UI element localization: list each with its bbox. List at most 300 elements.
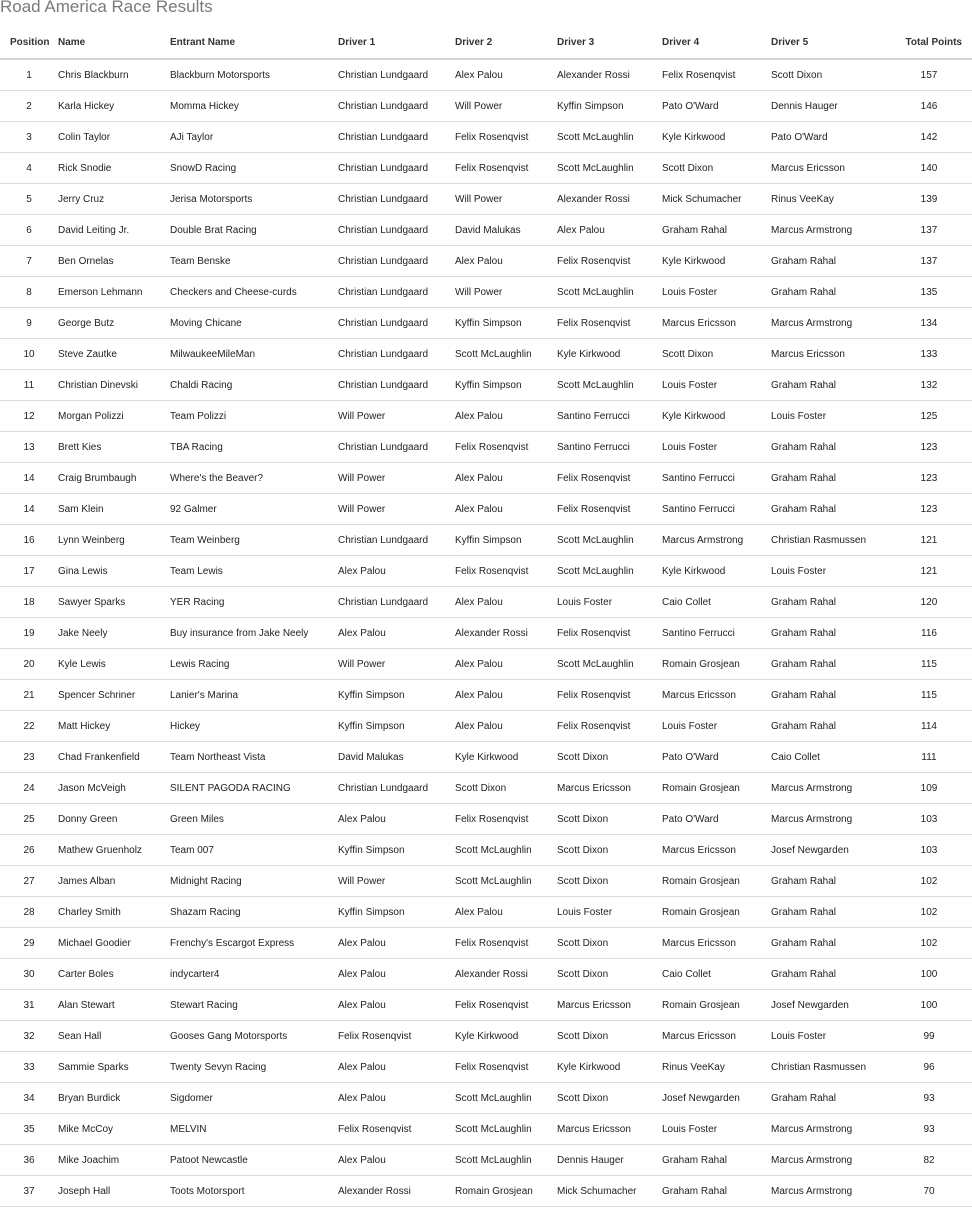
cell-position: 32 (0, 1021, 58, 1052)
cell-driver-4: Santino Ferrucci (662, 494, 771, 525)
cell-driver-1: Will Power (338, 463, 455, 494)
cell-driver-3: Kyle Kirkwood (557, 1052, 662, 1083)
cell-driver-2: Felix Rosenqvist (455, 1052, 557, 1083)
cell-position: 29 (0, 928, 58, 959)
cell-driver-1: Alex Palou (338, 1052, 455, 1083)
column-header-total-points[interactable]: Total Points (886, 27, 972, 59)
cell-total-points: 142 (886, 122, 972, 153)
cell-driver-4: Kyle Kirkwood (662, 122, 771, 153)
cell-entrant-name: Twenty Sevyn Racing (170, 1052, 338, 1083)
cell-driver-4: Marcus Ericsson (662, 1021, 771, 1052)
cell-total-points: 100 (886, 959, 972, 990)
cell-total-points: 121 (886, 556, 972, 587)
cell-entrant-name: Checkers and Cheese-curds (170, 277, 338, 308)
cell-driver-4: Scott Dixon (662, 153, 771, 184)
cell-name: Lynn Weinberg (58, 525, 170, 556)
cell-driver-3: Felix Rosenqvist (557, 711, 662, 742)
table-row (0, 835, 972, 866)
cell-name: Emerson Lehmann (58, 277, 170, 308)
cell-position: 14 (0, 494, 58, 525)
cell-driver-1: Christian Lundgaard (338, 339, 455, 370)
cell-driver-1: Alex Palou (338, 618, 455, 649)
table-row (0, 866, 972, 897)
cell-total-points: 102 (886, 866, 972, 897)
cell-name: Christian Dinevski (58, 370, 170, 401)
cell-driver-5: Christian Rasmussen (771, 1052, 886, 1083)
cell-driver-1: Christian Lundgaard (338, 246, 455, 277)
cell-driver-1: Alex Palou (338, 990, 455, 1021)
cell-driver-5: Christian Rasmussen (771, 525, 886, 556)
cell-position: 20 (0, 649, 58, 680)
column-header-driver-5[interactable]: Driver 5 (771, 27, 886, 59)
cell-name: Sean Hall (58, 1021, 170, 1052)
cell-entrant-name: 92 Galmer (170, 494, 338, 525)
cell-driver-3: Felix Rosenqvist (557, 494, 662, 525)
table-row (0, 91, 972, 122)
cell-driver-2: Felix Rosenqvist (455, 122, 557, 153)
cell-driver-2: Kyffin Simpson (455, 525, 557, 556)
cell-driver-3: Felix Rosenqvist (557, 463, 662, 494)
cell-driver-5: Pato O'Ward (771, 122, 886, 153)
cell-total-points: 70 (886, 1176, 972, 1207)
cell-driver-5: Graham Rahal (771, 928, 886, 959)
cell-driver-4: Marcus Ericsson (662, 308, 771, 339)
table-row (0, 649, 972, 680)
cell-driver-4: Louis Foster (662, 370, 771, 401)
table-header (0, 27, 972, 59)
cell-driver-1: Kyffin Simpson (338, 897, 455, 928)
cell-driver-5: Graham Rahal (771, 494, 886, 525)
cell-entrant-name: Blackburn Motorsports (170, 59, 338, 91)
table-row (0, 742, 972, 773)
table-row (0, 804, 972, 835)
cell-driver-1: Christian Lundgaard (338, 773, 455, 804)
cell-driver-5: Louis Foster (771, 1021, 886, 1052)
cell-driver-5: Marcus Armstrong (771, 773, 886, 804)
cell-driver-2: Alexander Rossi (455, 959, 557, 990)
cell-driver-2: Alex Palou (455, 680, 557, 711)
cell-driver-1: Alex Palou (338, 1145, 455, 1176)
cell-name: Brett Kies (58, 432, 170, 463)
cell-driver-3: Scott McLaughlin (557, 556, 662, 587)
cell-driver-1: David Malukas (338, 742, 455, 773)
cell-driver-2: Kyle Kirkwood (455, 1021, 557, 1052)
cell-driver-2: Alex Palou (455, 587, 557, 618)
cell-driver-3: Scott McLaughlin (557, 122, 662, 153)
table-row (0, 308, 972, 339)
cell-driver-2: Felix Rosenqvist (455, 432, 557, 463)
cell-driver-5: Graham Rahal (771, 680, 886, 711)
cell-driver-5: Louis Foster (771, 401, 886, 432)
cell-position: 28 (0, 897, 58, 928)
cell-total-points: 111 (886, 742, 972, 773)
table-row (0, 432, 972, 463)
cell-driver-1: Kyffin Simpson (338, 680, 455, 711)
cell-total-points: 137 (886, 246, 972, 277)
cell-driver-1: Christian Lundgaard (338, 370, 455, 401)
cell-driver-3: Marcus Ericsson (557, 1114, 662, 1145)
column-header-driver-1[interactable]: Driver 1 (338, 27, 455, 59)
cell-driver-1: Alex Palou (338, 804, 455, 835)
cell-driver-5: Dennis Hauger (771, 91, 886, 122)
cell-driver-2: Romain Grosjean (455, 1176, 557, 1207)
cell-driver-1: Christian Lundgaard (338, 432, 455, 463)
cell-name: George Butz (58, 308, 170, 339)
column-header-name[interactable]: Name (58, 27, 170, 59)
cell-entrant-name: Jerisa Motorsports (170, 184, 338, 215)
cell-total-points: 82 (886, 1145, 972, 1176)
table-row (0, 370, 972, 401)
cell-entrant-name: Sigdomer (170, 1083, 338, 1114)
cell-driver-3: Santino Ferrucci (557, 432, 662, 463)
cell-driver-2: Scott McLaughlin (455, 835, 557, 866)
cell-driver-4: Scott Dixon (662, 339, 771, 370)
cell-total-points: 103 (886, 835, 972, 866)
cell-driver-3: Scott Dixon (557, 1083, 662, 1114)
cell-driver-2: Alex Palou (455, 401, 557, 432)
column-header-driver-2[interactable]: Driver 2 (455, 27, 557, 59)
cell-entrant-name: Where's the Beaver? (170, 463, 338, 494)
cell-driver-4: Romain Grosjean (662, 897, 771, 928)
cell-position: 14 (0, 463, 58, 494)
cell-position: 31 (0, 990, 58, 1021)
cell-total-points: 116 (886, 618, 972, 649)
cell-position: 36 (0, 1145, 58, 1176)
cell-driver-4: Caio Collet (662, 959, 771, 990)
cell-driver-3: Scott McLaughlin (557, 277, 662, 308)
cell-driver-4: Josef Newgarden (662, 1083, 771, 1114)
column-header-entrant-name[interactable]: Entrant Name (170, 27, 338, 59)
cell-total-points: 93 (886, 1114, 972, 1145)
column-header-driver-4[interactable]: Driver 4 (662, 27, 771, 59)
table-row (0, 339, 972, 370)
cell-position: 6 (0, 215, 58, 246)
cell-driver-1: Christian Lundgaard (338, 277, 455, 308)
cell-driver-1: Will Power (338, 649, 455, 680)
cell-driver-2: Will Power (455, 184, 557, 215)
cell-total-points: 109 (886, 773, 972, 804)
cell-name: David Leiting Jr. (58, 215, 170, 246)
cell-driver-3: Alex Palou (557, 215, 662, 246)
cell-driver-1: Christian Lundgaard (338, 91, 455, 122)
table-row (0, 618, 972, 649)
cell-entrant-name: Team Polizzi (170, 401, 338, 432)
cell-position: 13 (0, 432, 58, 463)
cell-driver-2: Alex Palou (455, 463, 557, 494)
cell-position: 1 (0, 59, 58, 91)
cell-position: 10 (0, 339, 58, 370)
table-row (0, 680, 972, 711)
cell-driver-3: Scott Dixon (557, 928, 662, 959)
cell-total-points: 102 (886, 928, 972, 959)
cell-name: Mike McCoy (58, 1114, 170, 1145)
table-row (0, 463, 972, 494)
table-row (0, 1052, 972, 1083)
cell-total-points: 103 (886, 804, 972, 835)
cell-position: 16 (0, 525, 58, 556)
cell-name: Morgan Polizzi (58, 401, 170, 432)
cell-total-points: 134 (886, 308, 972, 339)
cell-entrant-name: MELVIN (170, 1114, 338, 1145)
cell-driver-2: Alex Palou (455, 711, 557, 742)
table-row (0, 587, 972, 618)
cell-driver-3: Dennis Hauger (557, 1145, 662, 1176)
cell-driver-3: Louis Foster (557, 897, 662, 928)
cell-position: 35 (0, 1114, 58, 1145)
cell-total-points: 132 (886, 370, 972, 401)
cell-position: 12 (0, 401, 58, 432)
cell-driver-3: Scott McLaughlin (557, 649, 662, 680)
cell-total-points: 123 (886, 494, 972, 525)
cell-position: 8 (0, 277, 58, 308)
table-row (0, 277, 972, 308)
cell-entrant-name: Lanier's Marina (170, 680, 338, 711)
cell-driver-2: Scott McLaughlin (455, 866, 557, 897)
cell-driver-2: Will Power (455, 91, 557, 122)
cell-entrant-name: Hickey (170, 711, 338, 742)
table-row (0, 711, 972, 742)
cell-entrant-name: AJi Taylor (170, 122, 338, 153)
cell-driver-4: Felix Rosenqvist (662, 59, 771, 91)
cell-driver-5: Graham Rahal (771, 897, 886, 928)
cell-driver-2: Scott McLaughlin (455, 339, 557, 370)
cell-driver-4: Caio Collet (662, 587, 771, 618)
cell-driver-5: Marcus Armstrong (771, 308, 886, 339)
results-table (0, 27, 972, 1207)
cell-driver-5: Marcus Ericsson (771, 153, 886, 184)
cell-position: 5 (0, 184, 58, 215)
cell-driver-5: Graham Rahal (771, 370, 886, 401)
cell-driver-1: Alex Palou (338, 1083, 455, 1114)
table-row (0, 556, 972, 587)
cell-driver-1: Christian Lundgaard (338, 215, 455, 246)
cell-name: Jake Neely (58, 618, 170, 649)
table-row (0, 59, 972, 91)
cell-total-points: 102 (886, 897, 972, 928)
cell-driver-1: Will Power (338, 401, 455, 432)
cell-position: 27 (0, 866, 58, 897)
cell-name: Chris Blackburn (58, 59, 170, 91)
cell-entrant-name: Team Northeast Vista (170, 742, 338, 773)
cell-driver-1: Christian Lundgaard (338, 59, 455, 91)
table-row (0, 1176, 972, 1207)
cell-driver-5: Graham Rahal (771, 959, 886, 990)
cell-position: 37 (0, 1176, 58, 1207)
cell-name: Spencer Schriner (58, 680, 170, 711)
cell-driver-3: Louis Foster (557, 587, 662, 618)
cell-driver-5: Josef Newgarden (771, 990, 886, 1021)
cell-driver-4: Louis Foster (662, 277, 771, 308)
cell-driver-2: Scott McLaughlin (455, 1114, 557, 1145)
cell-name: Sammie Sparks (58, 1052, 170, 1083)
cell-position: 33 (0, 1052, 58, 1083)
cell-entrant-name: Lewis Racing (170, 649, 338, 680)
cell-driver-4: Louis Foster (662, 432, 771, 463)
cell-driver-3: Scott Dixon (557, 866, 662, 897)
cell-total-points: 137 (886, 215, 972, 246)
cell-driver-2: Alex Palou (455, 649, 557, 680)
cell-driver-5: Josef Newgarden (771, 835, 886, 866)
cell-driver-1: Christian Lundgaard (338, 122, 455, 153)
table-row (0, 1083, 972, 1114)
cell-driver-4: Marcus Armstrong (662, 525, 771, 556)
cell-driver-5: Marcus Armstrong (771, 1114, 886, 1145)
table-row (0, 122, 972, 153)
cell-driver-2: Will Power (455, 277, 557, 308)
cell-driver-4: Graham Rahal (662, 1176, 771, 1207)
cell-total-points: 140 (886, 153, 972, 184)
cell-driver-3: Scott Dixon (557, 742, 662, 773)
cell-driver-4: Graham Rahal (662, 1145, 771, 1176)
cell-driver-4: Rinus VeeKay (662, 1052, 771, 1083)
cell-driver-3: Alexander Rossi (557, 184, 662, 215)
cell-driver-1: Christian Lundgaard (338, 308, 455, 339)
cell-total-points: 123 (886, 432, 972, 463)
cell-driver-3: Santino Ferrucci (557, 401, 662, 432)
cell-total-points: 146 (886, 91, 972, 122)
cell-driver-3: Scott Dixon (557, 835, 662, 866)
cell-total-points: 135 (886, 277, 972, 308)
cell-driver-1: Alex Palou (338, 556, 455, 587)
cell-name: Sam Klein (58, 494, 170, 525)
cell-driver-2: Felix Rosenqvist (455, 556, 557, 587)
cell-driver-4: Kyle Kirkwood (662, 556, 771, 587)
cell-driver-1: Christian Lundgaard (338, 153, 455, 184)
table-row (0, 897, 972, 928)
cell-entrant-name: Double Brat Racing (170, 215, 338, 246)
cell-driver-4: Romain Grosjean (662, 990, 771, 1021)
cell-name: Sawyer Sparks (58, 587, 170, 618)
cell-total-points: 93 (886, 1083, 972, 1114)
cell-position: 4 (0, 153, 58, 184)
cell-driver-4: Marcus Ericsson (662, 835, 771, 866)
cell-driver-3: Alexander Rossi (557, 59, 662, 91)
cell-driver-5: Graham Rahal (771, 649, 886, 680)
cell-driver-2: Alex Palou (455, 59, 557, 91)
cell-name: Chad Frankenfield (58, 742, 170, 773)
table-row (0, 990, 972, 1021)
cell-driver-1: Kyffin Simpson (338, 835, 455, 866)
cell-name: Gina Lewis (58, 556, 170, 587)
cell-driver-1: Christian Lundgaard (338, 525, 455, 556)
cell-total-points: 99 (886, 1021, 972, 1052)
cell-name: Mike Joachim (58, 1145, 170, 1176)
cell-driver-4: Graham Rahal (662, 215, 771, 246)
column-header-position[interactable]: Position (0, 27, 58, 59)
cell-driver-5: Graham Rahal (771, 432, 886, 463)
table-row (0, 401, 972, 432)
cell-driver-1: Felix Rosenqvist (338, 1114, 455, 1145)
cell-name: Mathew Gruenholz (58, 835, 170, 866)
cell-driver-4: Mick Schumacher (662, 184, 771, 215)
cell-entrant-name: Toots Motorsport (170, 1176, 338, 1207)
cell-name: Ben Ornelas (58, 246, 170, 277)
cell-position: 23 (0, 742, 58, 773)
table-row (0, 928, 972, 959)
page-title: Road America Race Results (0, 0, 213, 16)
cell-driver-5: Marcus Armstrong (771, 215, 886, 246)
column-header-driver-3[interactable]: Driver 3 (557, 27, 662, 59)
cell-driver-5: Marcus Armstrong (771, 1176, 886, 1207)
cell-name: Michael Goodier (58, 928, 170, 959)
cell-total-points: 96 (886, 1052, 972, 1083)
cell-entrant-name: MilwaukeeMileMan (170, 339, 338, 370)
cell-driver-2: Felix Rosenqvist (455, 990, 557, 1021)
cell-driver-5: Scott Dixon (771, 59, 886, 91)
cell-driver-3: Felix Rosenqvist (557, 246, 662, 277)
cell-position: 17 (0, 556, 58, 587)
table-row (0, 246, 972, 277)
cell-entrant-name: Moving Chicane (170, 308, 338, 339)
cell-total-points: 120 (886, 587, 972, 618)
cell-driver-1: Will Power (338, 866, 455, 897)
table-row (0, 494, 972, 525)
cell-total-points: 115 (886, 649, 972, 680)
cell-name: Jerry Cruz (58, 184, 170, 215)
cell-name: Steve Zautke (58, 339, 170, 370)
cell-driver-5: Graham Rahal (771, 618, 886, 649)
cell-driver-2: David Malukas (455, 215, 557, 246)
cell-driver-2: Alex Palou (455, 897, 557, 928)
cell-driver-4: Romain Grosjean (662, 773, 771, 804)
cell-name: Colin Taylor (58, 122, 170, 153)
cell-name: Craig Brumbaugh (58, 463, 170, 494)
cell-position: 30 (0, 959, 58, 990)
cell-driver-2: Alex Palou (455, 246, 557, 277)
cell-name: Bryan Burdick (58, 1083, 170, 1114)
cell-position: 2 (0, 91, 58, 122)
cell-entrant-name: SnowD Racing (170, 153, 338, 184)
cell-driver-1: Christian Lundgaard (338, 184, 455, 215)
cell-total-points: 115 (886, 680, 972, 711)
cell-entrant-name: Team Benske (170, 246, 338, 277)
cell-position: 21 (0, 680, 58, 711)
cell-entrant-name: Chaldi Racing (170, 370, 338, 401)
cell-position: 25 (0, 804, 58, 835)
cell-name: James Alban (58, 866, 170, 897)
cell-driver-5: Graham Rahal (771, 463, 886, 494)
cell-position: 9 (0, 308, 58, 339)
cell-name: Charley Smith (58, 897, 170, 928)
cell-total-points: 121 (886, 525, 972, 556)
cell-driver-5: Graham Rahal (771, 246, 886, 277)
table-row (0, 959, 972, 990)
cell-driver-4: Santino Ferrucci (662, 618, 771, 649)
cell-driver-1: Will Power (338, 494, 455, 525)
cell-driver-2: Felix Rosenqvist (455, 804, 557, 835)
cell-total-points: 123 (886, 463, 972, 494)
cell-driver-5: Graham Rahal (771, 711, 886, 742)
cell-name: Karla Hickey (58, 91, 170, 122)
cell-entrant-name: SILENT PAGODA RACING (170, 773, 338, 804)
cell-driver-4: Kyle Kirkwood (662, 246, 771, 277)
cell-entrant-name: Momma Hickey (170, 91, 338, 122)
cell-position: 22 (0, 711, 58, 742)
cell-driver-5: Graham Rahal (771, 277, 886, 308)
cell-driver-1: Alex Palou (338, 928, 455, 959)
cell-position: 3 (0, 122, 58, 153)
cell-position: 11 (0, 370, 58, 401)
cell-driver-4: Louis Foster (662, 1114, 771, 1145)
cell-position: 34 (0, 1083, 58, 1114)
cell-driver-5: Graham Rahal (771, 1083, 886, 1114)
cell-name: Alan Stewart (58, 990, 170, 1021)
cell-position: 7 (0, 246, 58, 277)
cell-name: Matt Hickey (58, 711, 170, 742)
cell-driver-4: Pato O'Ward (662, 804, 771, 835)
cell-driver-2: Kyffin Simpson (455, 308, 557, 339)
cell-driver-4: Louis Foster (662, 711, 771, 742)
